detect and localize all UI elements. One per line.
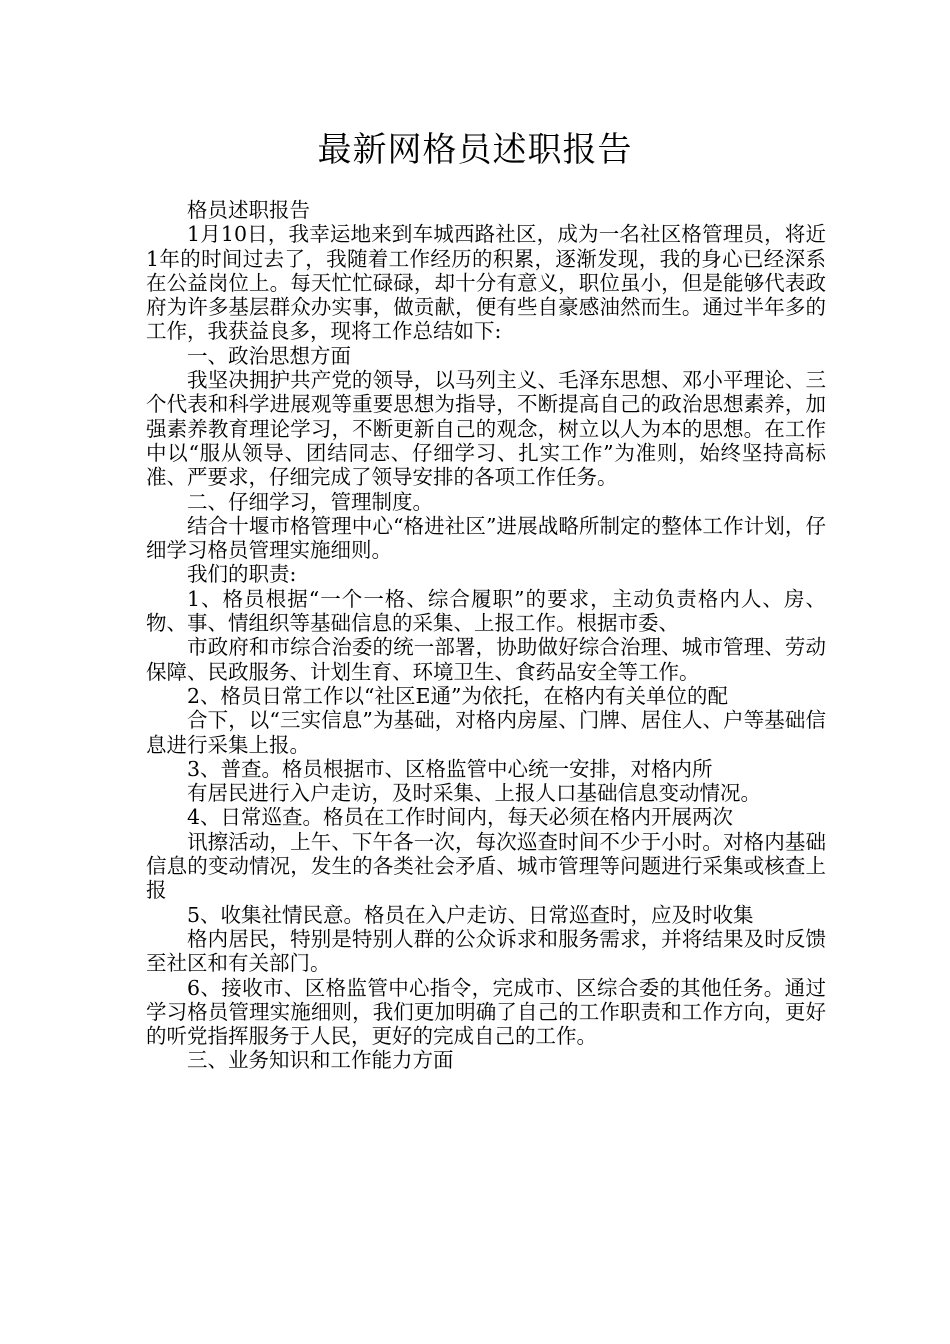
document-body [146,198,826,1073]
paragraph-duties-heading: 我们的职责: [187,562,297,587]
paragraph-duty-2-cont: 合下，以“三实信息”为基础，对格内房屋、门牌、居住人、户等基础信息进行采集上报。 [146,708,826,757]
paragraph-duty-3-cont: 有居民进行入户走访，及时采集、上报人口基础信息变动情况。 [187,781,761,806]
paragraph-duty-4-cont: 讯擦活动，上午、下午各一次，每次巡查时间不少于小时。对格内基础信息的变动情况，发生的各类社会矛盾、城市管理等问题进行采集或核查上报 [146,829,826,903]
document-title: 最新网格员述职报告 [317,130,633,170]
paragraph-heading: 格员述职报告 [187,198,310,222]
paragraph-duty-5: 5、收集社情民意。格员在入户走访、日常巡查时，应及时收集 [187,902,754,927]
paragraph-intro: 1月10日，我幸运地来到车城西路社区，成为一名社区格管理员，将近1年的时间过去了，我随着工作经历的积累，逐渐发现，我的身心已经深系在公益岗位上。每天忙忙碌碌，却十分有意义，职位虽小，但是能够代表政府为许多基层群众办实事，做贡献，便有些自豪感油然而生。通过半年多的工作，我获益良多，现将工作总结如下: [146,222,826,344]
paragraph-duty-1-cont: 市政府和市综合治委的统一部署，协助做好综合治理、城市管理、劳动保障、民政服务、计划生育、环境卫生、食药品安全等工作。 [146,635,826,684]
paragraph-duty-2: 2、格员日常工作以“社区E通”为依托，在格内有关单位的配 [187,683,728,708]
paragraph-study: 结合十堰市格管理中心“格进社区”进展战略所制定的整体工作计划，仔细学习格员管理实施细则。 [146,513,826,563]
paragraph-duty-3: 3、普查。格员根据市、区格监管中心统一安排，对格内所 [187,756,713,781]
paragraph-duty-5-cont: 格内居民，特别是特别人群的公众诉求和服务需求，并将结果及时反馈至社区和有关部门。 [146,926,826,976]
paragraph-duty-6: 6、接收市、区格监管中心指令，完成市、区综合委的其他任务。通过学习格员管理实施细则，我们更加明确了自己的工作职责和工作方向，更好的听党指挥服务于人民，更好的完成自己的工作。 [146,975,826,1049]
section-heading-skills: 三、业务知识和工作能力方面 [187,1048,454,1073]
section-heading-political: 一、政治思想方面 [187,343,351,368]
paragraph-duty-1: 1、格员根据“一个一格、综合履职”的要求，主动负责格内人、房、物、事、情组织等基础信息的采集、上报工作。根据市委、 [146,586,826,636]
section-heading-study: 二、仔细学习，管理制度。 [187,489,433,514]
paragraph-political: 我坚决拥护共产党的领导，以马列主义、毛泽东思想、邓小平理论、三个代表和科学进展观等重要思想为指导，不断提高自己的政治思想素养，加强素养教育理论学习，不断更新自己的观念，树立以人为本的思想。在工作中以“服从领导、团结同志、仔细学习、扎实工作”为准则，始终坚持高标准、严要求，仔细完成了领导安排的各项工作任务。 [146,368,826,490]
paragraph-duty-4: 4、日常巡查。格员在工作时间内，每天必须在格内开展两次 [187,805,734,830]
